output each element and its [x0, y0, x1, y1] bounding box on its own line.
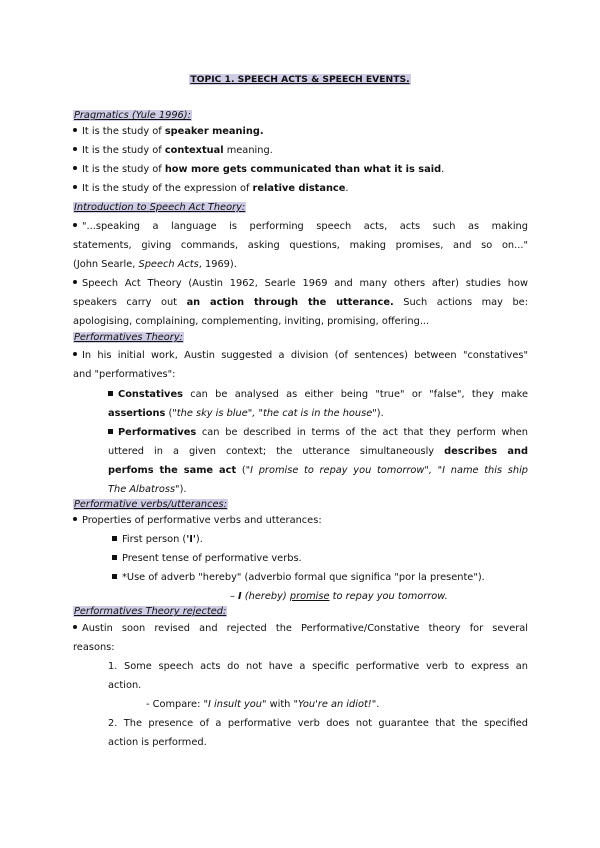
- bullet-icon: [73, 166, 77, 170]
- square-bullet-icon: [112, 555, 117, 560]
- paragraph-line: apologising, complaining, complementing, inviting, promising, offering...: [73, 316, 430, 327]
- square-bullet-icon: [108, 429, 113, 434]
- reason-line: 2. The presence of a performative verb does not guarantee that the specified: [108, 718, 528, 729]
- list-item-performatives: perfoms the same act ("I promise to repay you tomorrow", "I name this ship: [108, 465, 529, 476]
- example-line: – I (hereby) promise to repay you tomorrow.: [230, 591, 448, 602]
- paragraph-line: Properties of performative verbs and utterances:: [73, 511, 322, 530]
- heading-performatives-theory: Performatives Theory:: [74, 332, 183, 343]
- bullet-icon: [73, 352, 77, 356]
- reason-line: action.: [108, 680, 142, 691]
- reason-line: action is performed.: [108, 737, 207, 748]
- list-item-performatives: Performatives can be described in terms of the act that they perform when: [108, 423, 528, 442]
- bullet-icon: [73, 185, 77, 189]
- heading-intro: Introduction to Speech Act Theory:: [74, 202, 246, 213]
- list-item-constatives: Constatives can be analysed as either being "true" or "false", they make: [108, 385, 528, 404]
- square-bullet-icon: [112, 574, 117, 579]
- list-item: It is the study of speaker meaning.: [73, 122, 264, 141]
- paragraph-line: Austin soon revised and rejected the Performative/Constative theory for several: [73, 619, 528, 638]
- quote-citation: (John Searle, Speech Acts, 1969).: [73, 259, 237, 270]
- reason-line: 1. Some speech acts do not have a specific performative verb to express an: [108, 661, 528, 672]
- square-bullet-icon: [112, 536, 117, 541]
- bullet-icon: [73, 128, 77, 132]
- heading-pragmatics: Pragmatics (Yule 1996):: [74, 110, 191, 121]
- list-item-performatives: The Albatross").: [108, 484, 187, 495]
- bullet-icon: [73, 280, 77, 284]
- quote-line: "...speaking a language is performing speech acts, acts such as making: [73, 217, 528, 236]
- list-item: It is the study of contextual meaning.: [73, 141, 273, 160]
- bullet-icon: [73, 517, 77, 521]
- paragraph-line: speakers carry out an action through the utterance. Such actions may be:: [73, 297, 529, 308]
- list-item-performatives: uttered in a given context; the utterance simultaneously describes and: [108, 446, 528, 457]
- heading-theory-rejected: Performatives Theory rejected:: [74, 606, 227, 617]
- heading-performative-verbs: Performative verbs/utterances:: [74, 499, 227, 510]
- list-item: *Use of adverb "hereby" (adverbio formal que significa "por la presente").: [112, 568, 485, 587]
- bullet-icon: [73, 625, 77, 629]
- bullet-icon: [73, 223, 77, 227]
- paragraph-line: In his initial work, Austin suggested a division (of sentences) between "constatives": [73, 346, 528, 365]
- list-item: It is the study of the expression of relative distance.: [73, 179, 349, 198]
- paragraph-line: reasons:: [73, 642, 115, 653]
- paragraph-line: and "performatives":: [73, 369, 176, 380]
- list-item: Present tense of performative verbs.: [112, 549, 302, 568]
- quote-line: statements, giving commands, asking questions, making promises, and so on...": [73, 240, 528, 251]
- bullet-icon: [73, 147, 77, 151]
- list-item: It is the study of how more gets communicated than what it is said.: [73, 160, 444, 179]
- square-bullet-icon: [108, 391, 113, 396]
- paragraph-line: Speech Act Theory (Austin 1962, Searle 1969 and many others after) studies how: [73, 274, 528, 293]
- list-item-constatives: assertions ("the sky is blue", "the cat is in the house").: [108, 408, 384, 419]
- compare-line: - Compare: "I insult you" with "You're an idiot!".: [146, 699, 380, 710]
- list-item: First person ('I').: [112, 530, 203, 549]
- page-title: TOPIC 1. SPEECH ACTS & SPEECH EVENTS.: [190, 74, 410, 85]
